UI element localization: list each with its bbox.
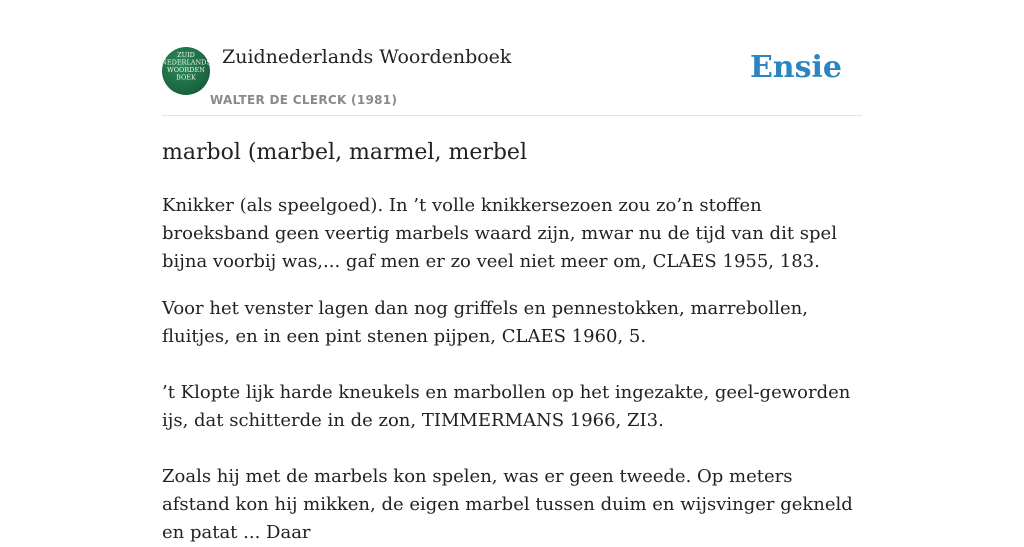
ensie-brand-link[interactable]: Ensie [749,50,842,85]
book-cover-logo[interactable] [162,47,210,95]
book-author: WALTER DE CLERCK (1981) [210,93,398,107]
entry-content [162,192,862,547]
logo-text-line-1: ZUID [177,51,195,59]
entry-paragraph: Voor het venster lagen dan nog griffels en pennestokken, marrebollen, fluitjes, en in een pint stenen pijpen, CLAES 1960, 5. [162,298,808,347]
book-title-link[interactable]: Zuidnederlands Woordenboek [222,46,512,68]
logo-text-line-2: NEDERLANDS [161,58,211,67]
header-divider [162,115,862,116]
logo-text-line-3: WOORDEN [167,66,205,74]
entry-paragraph: Zoals hij met de marbels kon spelen, was er geen tweede. Op meters afstand kon hij mikken, de eigen marbel tussen duim en wijsvinger gekneld en patat ... Daar [162,466,853,543]
entry-title: marbol (marbel, marmel, merbel [162,140,527,165]
book-cover-image [162,47,210,95]
logo-text-line-4: BOEK [176,73,196,82]
book-header [162,46,862,116]
entry-paragraph: ’t Klopte lijk harde kneukels en marbollen op het ingezakte, geel-geworden ijs, dat schitterde in de zon, TIMMERMANS 1966, ZI3. [162,382,851,431]
entry-paragraph: Knikker (als speelgoed). In ’t volle knikkersezoen zou zo’n stoffen broeksband geen veertig marbels waard zijn, mwar nu de tijd van dit spel bijna voorbij was,... gaf men er zo veel niet meer om, CLAES 1955, 183. [162,195,837,272]
